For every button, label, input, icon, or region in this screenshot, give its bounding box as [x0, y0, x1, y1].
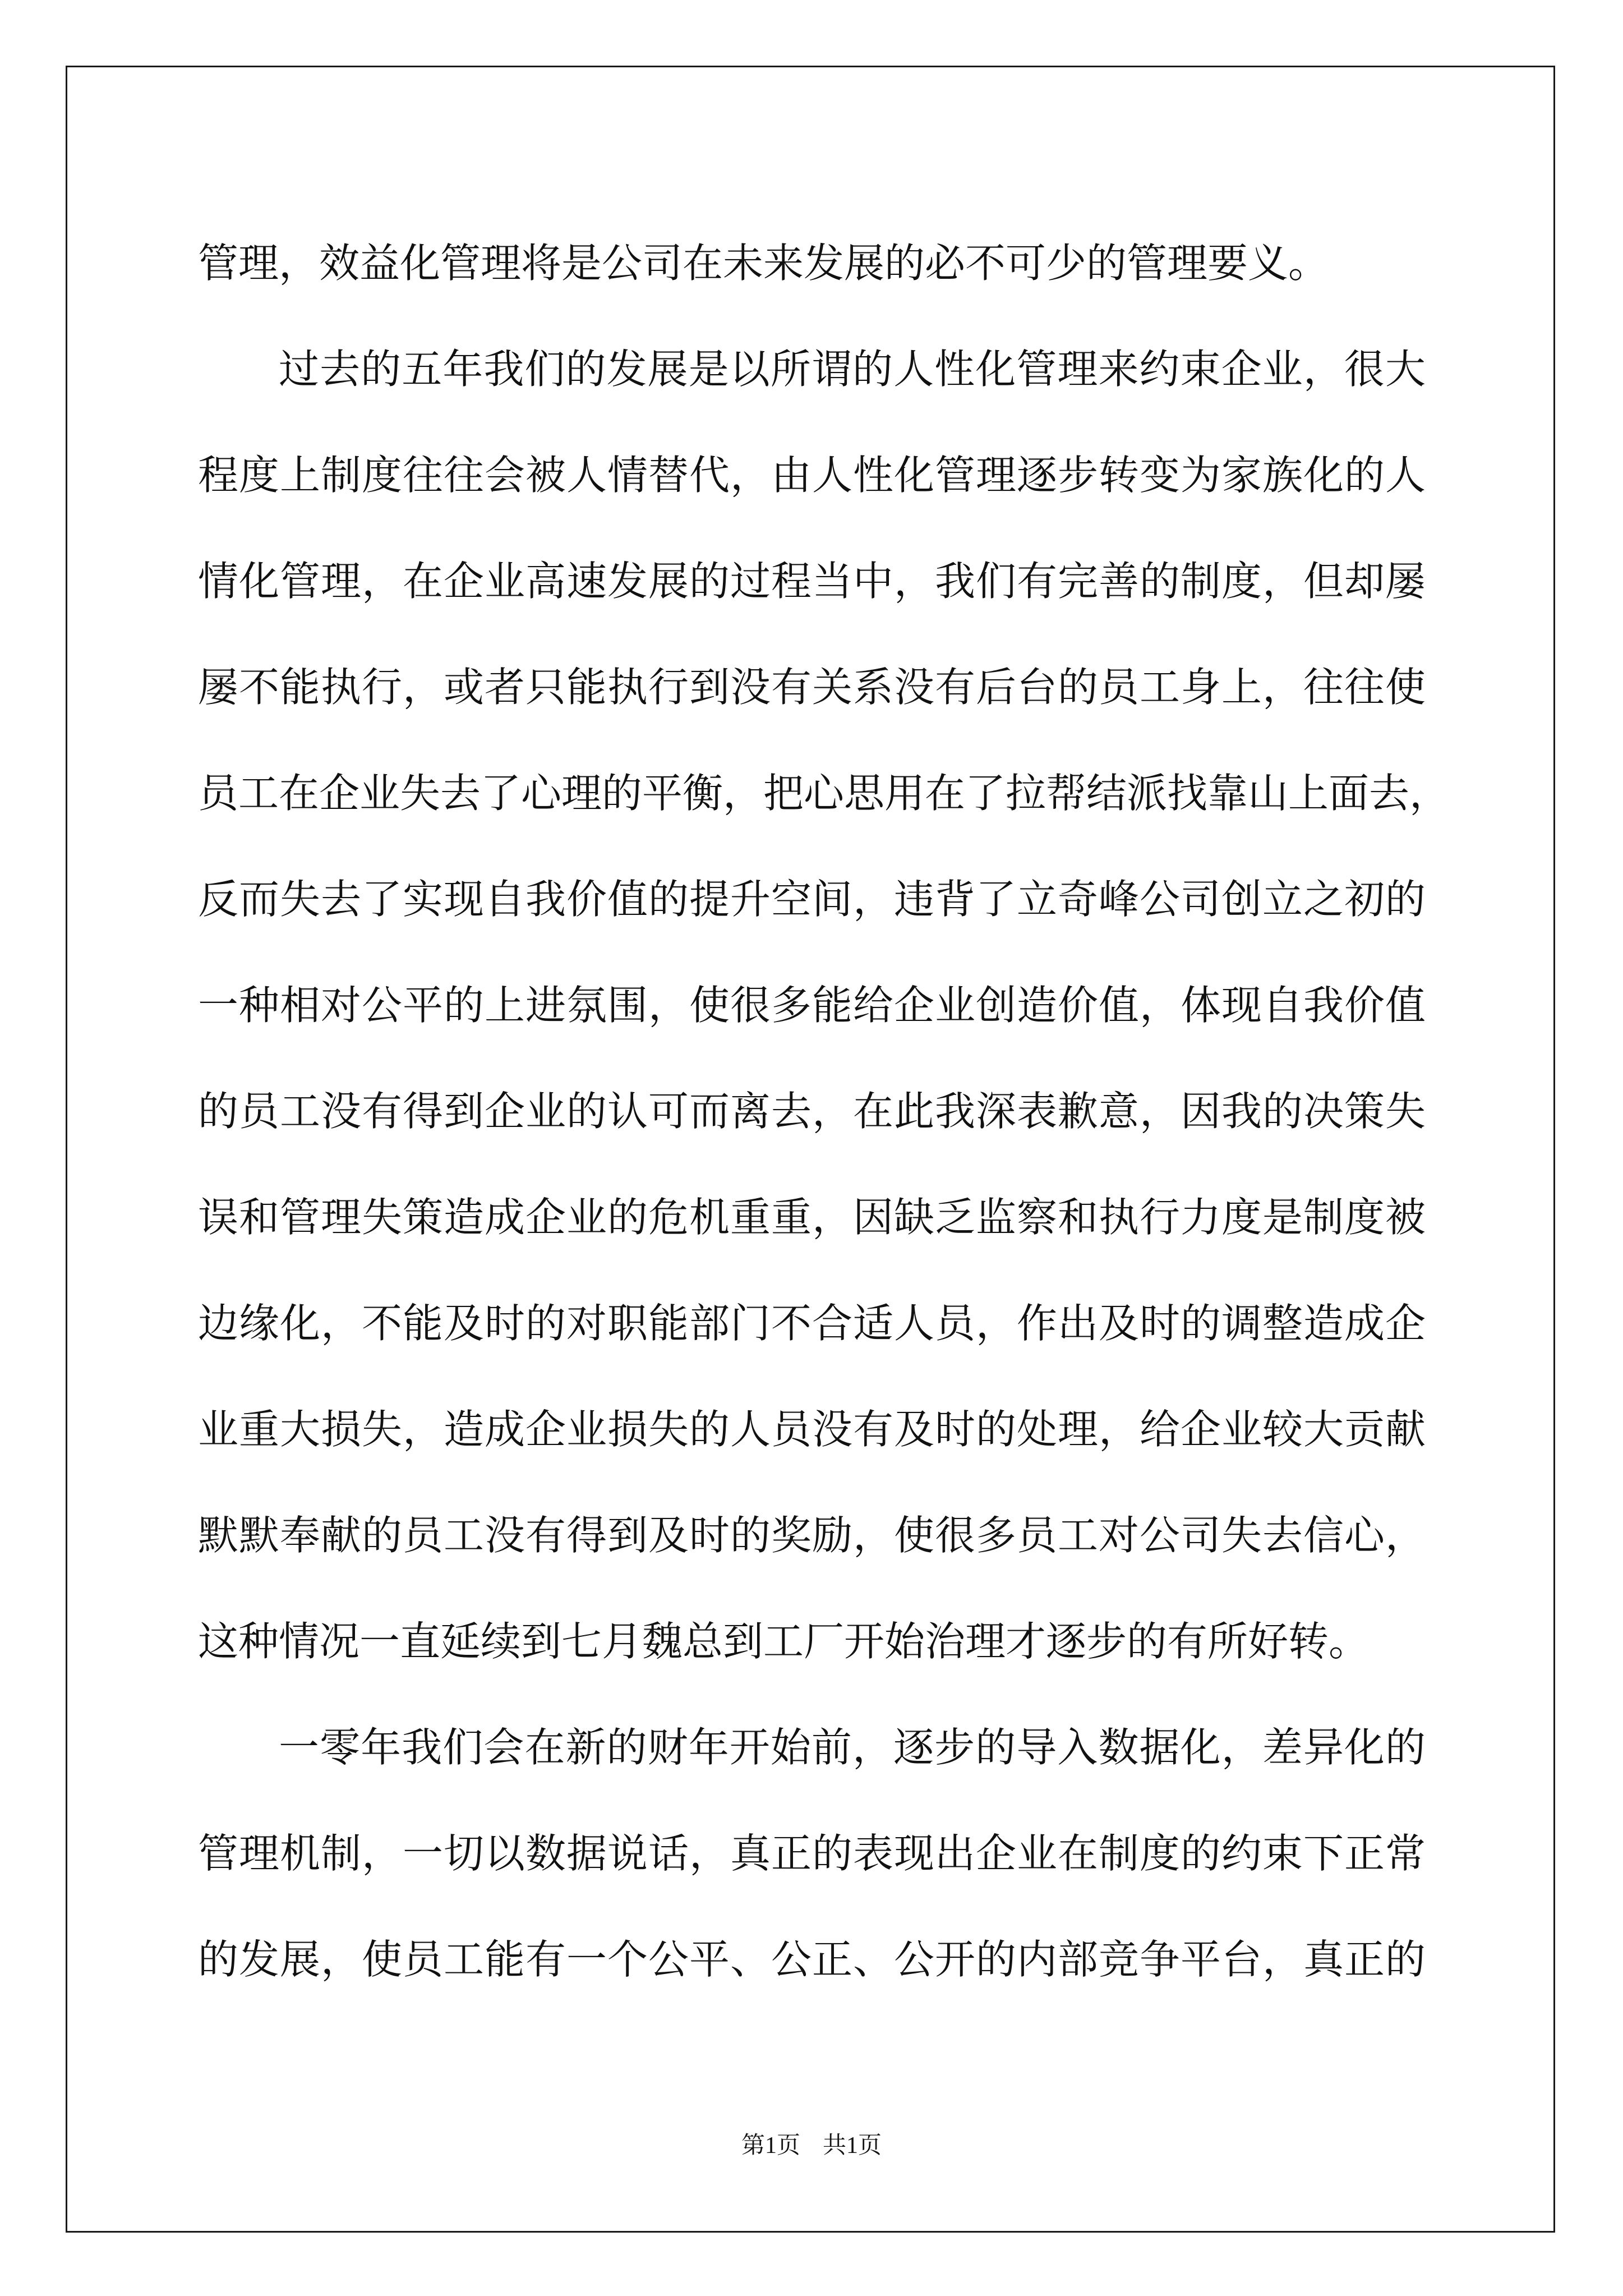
text-line: 员工在企业失去了心理的平衡，把心思用在了拉帮结派找靠山上面去，	[198, 770, 1450, 817]
page-total: 共1页	[823, 2133, 882, 2159]
text-line: 的员工没有得到企业的认可而离去，在此我深表歉意，因我的决策失	[198, 1088, 1426, 1135]
text-line: 管理，效益化管理将是公司在未来发展的必不可少的管理要义。	[198, 240, 1329, 287]
page-number: 第1页	[741, 2133, 800, 2159]
text-line: 反而失去了实现自我价值的提升空间，违背了立奇峰公司创立之初的	[198, 876, 1426, 923]
text-line: 情化管理，在企业高速发展的过程当中，我们有完善的制度，但却屡	[198, 558, 1426, 605]
text-line: 边缘化，不能及时的对职能部门不合适人员，作出及时的调整造成企	[198, 1300, 1426, 1347]
text-line: 管理机制，一切以数据说话，真正的表现出企业在制度的约束下正常	[198, 1830, 1426, 1877]
text-line: 一零年我们会在新的财年开始前，逐步的导入数据化，差异化的	[279, 1724, 1426, 1771]
text-line: 这种情况一直延续到七月魏总到工厂开始治理才逐步的有所好转。	[198, 1618, 1370, 1665]
text-line: 程度上制度往往会被人情替代，由人性化管理逐步转变为家族化的人	[198, 452, 1426, 499]
document-body	[198, 210, 1450, 2013]
text-line: 一种相对公平的上进氛围，使很多能给企业创造价值，体现自我价值	[198, 982, 1426, 1029]
text-line: 的发展，使员工能有一个公平、公正、公开的内部竞争平台，真正的	[198, 1936, 1426, 1983]
page-footer	[0, 2129, 1623, 2162]
text-line: 误和管理失策造成企业的危机重重，因缺乏监察和执行力度是制度被	[198, 1194, 1426, 1241]
text-line: 过去的五年我们的发展是以所谓的人性化管理来约束企业，很大	[279, 346, 1426, 393]
text-line: 默默奉献的员工没有得到及时的奖励，使很多员工对公司失去信心，	[198, 1512, 1426, 1559]
text-line: 屡不能执行，或者只能执行到没有关系没有后台的员工身上，往往使	[198, 664, 1426, 711]
text-line: 业重大损失，造成企业损失的人员没有及时的处理，给企业较大贡献	[198, 1406, 1426, 1453]
